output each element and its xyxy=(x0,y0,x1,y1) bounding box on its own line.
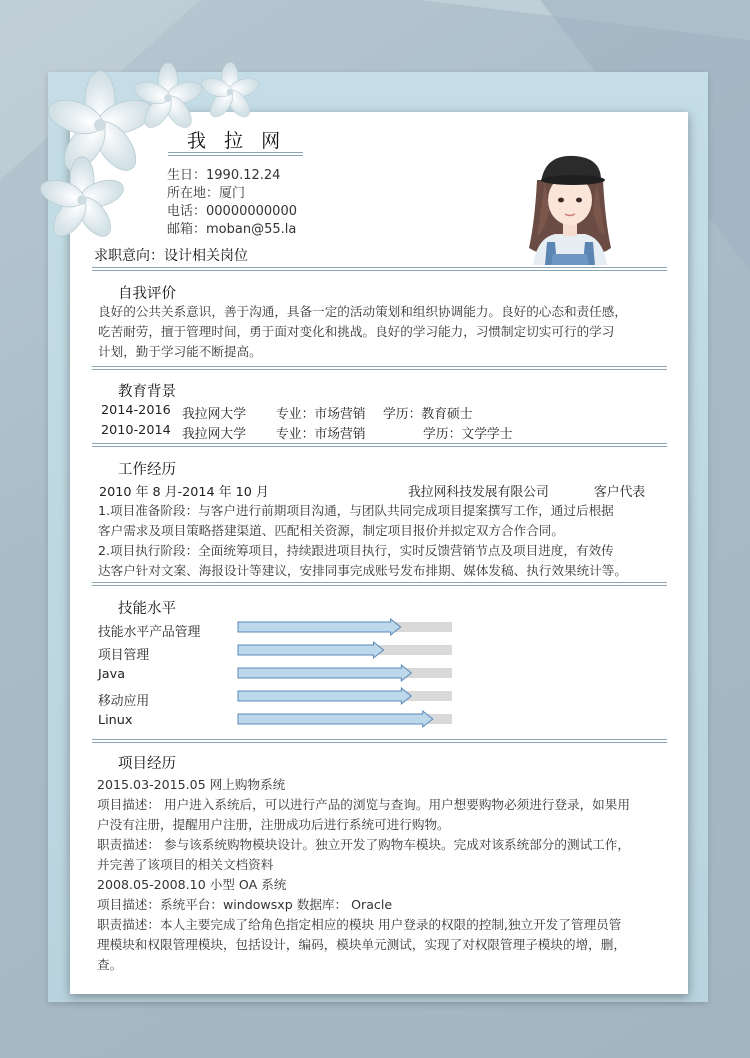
edu-period: 2010-2014 xyxy=(101,423,171,438)
email-text: 邮箱：moban@55.la xyxy=(167,222,297,237)
skill-label: 技能水平产品管理 xyxy=(98,625,201,640)
section-divider xyxy=(92,443,667,447)
edu-degree: 学历：文学学士 xyxy=(423,427,513,442)
skill-bar xyxy=(238,665,411,681)
project-line: 项目描述： 用户进入系统后，可以进行产品的浏览与查询。用户想要购物必须进行登录，如果用 xyxy=(97,797,630,812)
skill-bar xyxy=(238,619,401,635)
self-eval-text xyxy=(98,302,668,362)
section-divider xyxy=(92,366,667,370)
work-line: 2.项目执行阶段：全面统筹项目，持续跟进项目执行，实时反馈营销节点及项目进度，有效传 xyxy=(98,543,614,558)
section-title-work: 工作经历 xyxy=(118,462,176,478)
skill-bar xyxy=(238,688,411,704)
project-line: 职责描述： 参与该系统购物模块设计。独立开发了购物车模块。完成对该系统部分的测试工作， xyxy=(97,837,630,852)
self-eval-line: 计划，勤于学习能不断提高。 xyxy=(98,344,262,359)
skill-bars xyxy=(236,616,456,734)
work-description xyxy=(98,501,670,581)
self-eval-line: 良好的公共关系意识，善于沟通，具备一定的活动策划和组织协调能力。良好的心态和责任感， xyxy=(98,304,627,319)
section-divider xyxy=(92,739,667,743)
skill-bar xyxy=(238,642,384,658)
skill-label: 移动应用 xyxy=(98,694,150,709)
skill-bar xyxy=(238,711,433,727)
section-title-education: 教育背景 xyxy=(118,384,176,400)
project-line: 项目描述：系统平台：windowsxp 数据库： Oracle xyxy=(97,897,393,912)
skill-label: Linux xyxy=(98,713,133,728)
skill-label: 项目管理 xyxy=(98,648,150,663)
job-intent: 求职意向：设计相关岗位 xyxy=(94,248,248,264)
location-text: 所在地：厦门 xyxy=(167,186,246,201)
candidate-name: 我 拉 网 xyxy=(187,130,287,152)
projects-text xyxy=(97,775,672,975)
edu-major: 专业：市场营销 xyxy=(276,427,366,442)
edu-degree: 学历：教育硕士 xyxy=(383,407,473,422)
project-line: 并完善了该项目的相关文档资料 xyxy=(97,857,274,872)
section-title-skills: 技能水平 xyxy=(118,601,176,617)
project-line: 户没有注册，提醒用户注册，注册成功后进行系统可进行购物。 xyxy=(97,817,450,832)
work-company: 我拉网科技发展有限公司 xyxy=(408,485,549,500)
work-line: 客户需求及项目策略搭建渠道、匹配相关资源，制定项目报价并拟定双方合作合同。 xyxy=(98,523,564,538)
header-divider xyxy=(92,267,667,271)
edu-major: 专业：市场营销 xyxy=(276,407,366,422)
edu-school: 我拉网大学 xyxy=(182,427,246,442)
project-line: 2015.03-2015.05 网上购物系统 xyxy=(97,777,286,792)
work-line: 1.项目准备阶段：与客户进行前期项目沟通，与团队共同完成项目提案撰写工作，通过后根据 xyxy=(98,503,614,518)
project-line: 2008.05-2008.10 小型 OA 系统 xyxy=(97,877,287,892)
name-underline xyxy=(168,152,303,156)
edu-school: 我拉网大学 xyxy=(182,407,246,422)
project-line: 查。 xyxy=(97,957,123,972)
edu-period: 2014-2016 xyxy=(101,403,171,418)
work-period: 2010 年 8 月-2014 年 10 月 xyxy=(99,485,269,500)
section-title-projects: 项目经历 xyxy=(118,756,176,772)
avatar xyxy=(515,140,625,265)
section-divider xyxy=(92,582,667,586)
birthday-text: 生日：1990.12.24 xyxy=(167,168,281,183)
self-eval-line: 吃苦耐劳，擅于管理时间，勇于面对变化和挑战。良好的学习能力，习惯制定切实可行的学习 xyxy=(98,324,615,339)
work-line: 达客户针对文案、海报设计等建议，安排同事完成账号发布排期、媒体发稿、执行效果统计等。 xyxy=(98,563,627,578)
phone-text: 电话：00000000000 xyxy=(167,204,297,219)
skill-label: Java xyxy=(98,667,126,682)
project-line: 理模块和权限管理模块，包括设计，编码，模块单元测试，实现了对权限管理子模块的增，删， xyxy=(97,937,626,952)
section-title-self-eval: 自我评价 xyxy=(118,286,176,302)
work-position: 客户代表 xyxy=(594,485,646,500)
project-line: 职责描述：本人主要完成了给角色指定相应的模块 用户登录的权限的控制,独立开发了管理员管 xyxy=(97,917,622,932)
